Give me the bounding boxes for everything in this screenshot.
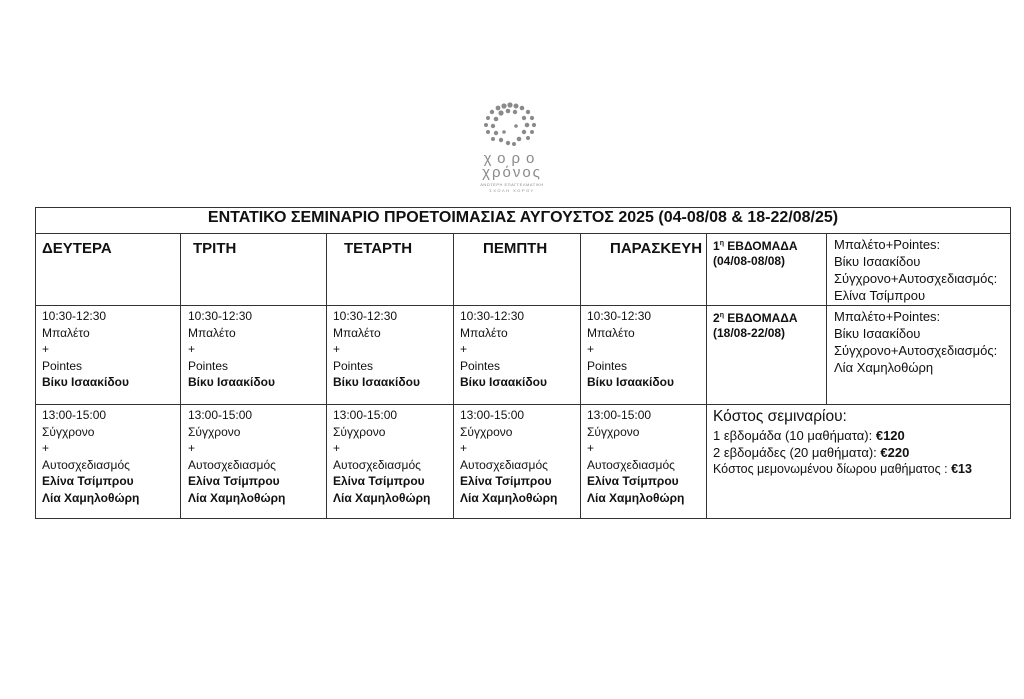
morning-teacher: Βίκυ Ισαακίδου <box>333 375 420 389</box>
week1-line: Ελίνα Τσίμπρου <box>834 288 926 303</box>
school-logo <box>470 102 554 198</box>
day-header-monday: ΔΕΥΤΕΡΑ <box>42 240 112 257</box>
morning-class: Μπαλέτο <box>333 325 381 340</box>
morning-class: Pointes <box>587 358 628 373</box>
morning-teacher: Βίκυ Ισαακίδου <box>42 375 129 389</box>
afternoon-teacher: Λία Χαμηλοθώρη <box>587 490 685 505</box>
week2-line: Βίκυ Ισαακίδου <box>834 326 921 341</box>
logo-tagline-2: ΣΧΟΛΗ ΧΟΡΟΥ <box>489 188 535 193</box>
day-header-thursday: ΠΕΜΠΤΗ <box>483 240 548 257</box>
week2-dates: (18/08-22/08) <box>713 326 786 340</box>
morning-class: Pointes <box>42 358 83 373</box>
morning-class: Μπαλέτο <box>188 325 236 340</box>
morning-teacher: Βίκυ Ισαακίδου <box>587 375 674 389</box>
morning-cell-friday <box>587 308 674 391</box>
afternoon-time: 13:00-15:00 <box>587 408 652 422</box>
week1-line: Μπαλέτο+Pointes: <box>834 237 941 252</box>
week1-dates: (04/08-08/08) <box>713 254 786 268</box>
column-divider <box>180 233 181 519</box>
afternoon-class: Αυτοσχεδιασμός <box>42 457 130 472</box>
afternoon-cell-tuesday <box>188 407 285 506</box>
afternoon-cell-friday <box>587 407 684 506</box>
afternoon-time: 13:00-15:00 <box>188 408 253 422</box>
morning-time: 10:30-12:30 <box>587 309 652 323</box>
day-header-friday: ΠΑΡΑΣΚΕΥΗ <box>610 240 703 257</box>
week1-number: 1 <box>713 239 720 253</box>
week2-label <box>713 308 823 341</box>
afternoon-class: Αυτοσχεδιασμός <box>587 457 675 472</box>
row-divider <box>35 305 1011 306</box>
afternoon-teacher: Ελίνα Τσίμπρου <box>460 474 552 488</box>
morning-cell-monday <box>42 308 129 391</box>
cost-two-weeks-price: €220 <box>880 445 910 460</box>
morning-cell-thursday <box>460 308 547 391</box>
afternoon-plus: + <box>587 441 595 455</box>
schedule-title: ΕΝΤΑΤΙΚΟ ΣΕΜΙΝΑΡΙΟ ΠΡΟΕΤΟΙΜΑΣΙΑΣ ΑΥΓΟΥΣΤΟΣ 2025 (04-08/08 & 18-22/08/25) <box>207 209 839 226</box>
week2-ordinal: η <box>719 312 724 319</box>
column-divider <box>453 233 454 519</box>
week2-line: Σύγχρονο+Αυτοσχεδιασμός: <box>834 343 998 358</box>
afternoon-plus: + <box>333 441 341 455</box>
morning-time: 10:30-12:30 <box>333 309 398 323</box>
day-header-wednesday: ΤΕΤΑΡΤΗ <box>344 240 413 257</box>
afternoon-cell-monday <box>42 407 139 506</box>
cost-single-lesson <box>713 461 1009 478</box>
week2-word: ΕΒΔΟΜΑΔΑ <box>723 311 798 325</box>
afternoon-teacher: Ελίνα Τσίμπρου <box>188 474 280 488</box>
afternoon-class: Σύγχρονο <box>587 424 640 439</box>
morning-class: Μπαλέτο <box>42 325 90 340</box>
week2-line: Μπαλέτο+Pointes: <box>834 309 941 324</box>
column-divider <box>826 233 827 405</box>
cost-two-weeks-text: 2 εβδομάδες (20 μαθήματα): <box>713 445 881 460</box>
afternoon-teacher: Ελίνα Τσίμπρου <box>42 474 134 488</box>
morning-time: 10:30-12:30 <box>460 309 525 323</box>
cost-single-price: €13 <box>951 462 972 476</box>
morning-class: Μπαλέτο <box>587 325 635 340</box>
week1-info <box>834 236 1010 304</box>
row-divider <box>35 233 1011 234</box>
logo-word-1: χορο <box>483 150 541 167</box>
morning-cell-tuesday <box>188 308 275 391</box>
afternoon-teacher: Λία Χαμηλοθώρη <box>333 490 431 505</box>
afternoon-class: Σύγχρονο <box>42 424 95 439</box>
afternoon-teacher: Ελίνα Τσίμπρου <box>587 474 679 488</box>
morning-class: Pointes <box>188 358 229 373</box>
morning-plus: + <box>333 342 341 356</box>
week2-info <box>834 308 1010 376</box>
morning-time: 10:30-12:30 <box>188 309 253 323</box>
afternoon-class: Σύγχρονο <box>460 424 513 439</box>
afternoon-teacher: Ελίνα Τσίμπρου <box>333 474 425 488</box>
afternoon-teacher: Λία Χαμηλοθώρη <box>460 490 558 505</box>
afternoon-plus: + <box>188 441 196 455</box>
day-header-tuesday: ΤΡΙΤΗ <box>193 240 237 257</box>
cost-one-week-text: 1 εβδομάδα (10 μαθήματα): <box>713 428 876 443</box>
morning-class: Μπαλέτο <box>460 325 508 340</box>
morning-plus: + <box>460 342 468 356</box>
morning-plus: + <box>188 342 196 356</box>
cost-heading: Κόστος σεμιναρίου: <box>713 408 847 425</box>
morning-teacher: Βίκυ Ισαακίδου <box>188 375 275 389</box>
cost-single-text: Κόστος μεμονωμένου δίωρου μαθήματος : <box>713 462 952 476</box>
week2-line: Λία Χαμηλοθώρη <box>834 360 934 375</box>
afternoon-teacher: Λία Χαμηλοθώρη <box>188 490 286 505</box>
cost-two-weeks <box>713 444 1009 461</box>
afternoon-cell-thursday <box>460 407 557 506</box>
morning-plus: + <box>42 342 50 356</box>
week1-line: Σύγχρονο+Αυτοσχεδιασμός: <box>834 271 998 286</box>
row-divider <box>35 404 1011 405</box>
morning-teacher: Βίκυ Ισαακίδου <box>460 375 547 389</box>
afternoon-time: 13:00-15:00 <box>333 408 398 422</box>
morning-plus: + <box>587 342 595 356</box>
logo-dots-icon <box>478 102 546 152</box>
cost-info <box>713 407 1009 478</box>
afternoon-time: 13:00-15:00 <box>42 408 107 422</box>
week1-line: Βίκυ Ισαακίδου <box>834 254 921 269</box>
afternoon-teacher: Λία Χαμηλοθώρη <box>42 490 140 505</box>
column-divider <box>326 233 327 519</box>
afternoon-class: Σύγχρονο <box>333 424 386 439</box>
week1-label <box>713 236 823 269</box>
cost-one-week-price: €120 <box>875 428 905 443</box>
afternoon-class: Σύγχρονο <box>188 424 241 439</box>
cost-one-week <box>713 427 1009 444</box>
logo-word-2: χρόνος <box>482 164 542 181</box>
morning-cell-wednesday <box>333 308 420 391</box>
afternoon-class: Αυτοσχεδιασμός <box>188 457 276 472</box>
afternoon-cell-wednesday <box>333 407 430 506</box>
afternoon-class: Αυτοσχεδιασμός <box>460 457 548 472</box>
column-divider <box>580 233 581 519</box>
morning-time: 10:30-12:30 <box>42 309 107 323</box>
afternoon-class: Αυτοσχεδιασμός <box>333 457 421 472</box>
week1-word: ΕΒΔΟΜΑΔΑ <box>723 239 798 253</box>
afternoon-time: 13:00-15:00 <box>460 408 525 422</box>
column-divider <box>706 233 707 519</box>
week2-number: 2 <box>713 311 720 325</box>
afternoon-plus: + <box>460 441 468 455</box>
afternoon-plus: + <box>42 441 50 455</box>
morning-class: Pointes <box>460 358 501 373</box>
logo-tagline-1: ΑΝΩΤΕΡΗ ΕΠΑΓΓΕΛΜΑΤΙΚΗ <box>480 182 544 187</box>
morning-class: Pointes <box>333 358 374 373</box>
week1-ordinal: η <box>719 240 724 247</box>
